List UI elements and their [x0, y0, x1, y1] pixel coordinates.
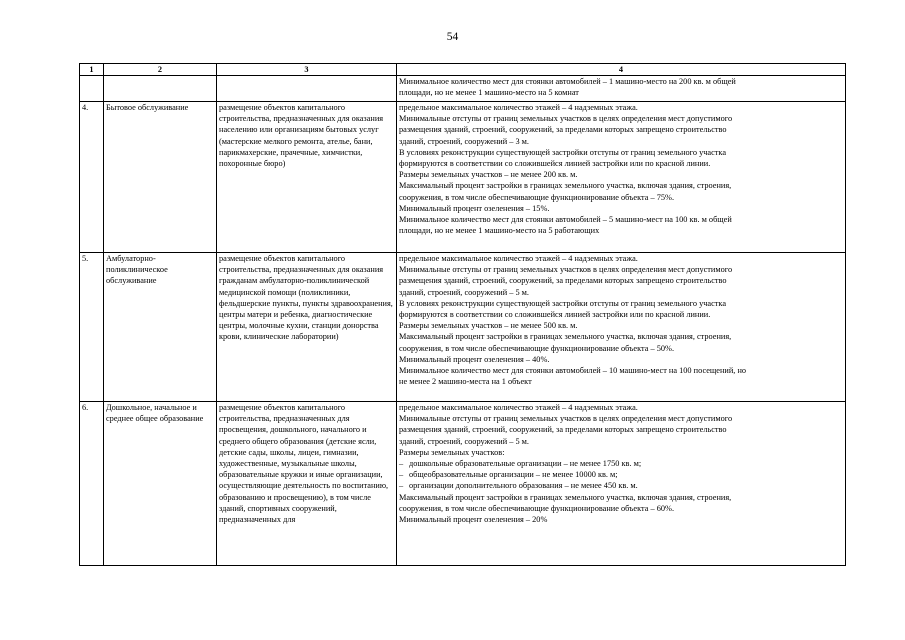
param-line: Максимальный процент застройки в границах земельного участка, включая здания, строения, [399, 492, 732, 502]
table-row [80, 402, 846, 566]
param-line: предельное максимальное количество этажей – 4 надземных этажа. [399, 254, 638, 263]
use-type-name: Амбулаторно-поликлиническое обслуживание [104, 253, 217, 402]
use-type-description: размещение объектов капитального строительства, предназначенных для оказания гражданам амбулаторно-поликлинической медицинской помощи (поликлиники, фельдшерские пункты, пункты здравоохранения, центры матери и ребенка, диагностические центры, молочные кухни, станции донорства крови, клинические лаборатории) [217, 253, 397, 402]
params-cell [397, 102, 846, 253]
param-line: В условиях реконструкции существующей застройки отступы от границ земельного участка [399, 147, 726, 157]
param-line: Минимальный процент озеленения – 40%. [399, 354, 550, 364]
param-line: В условиях реконструкции существующей застройки отступы от границ земельного участка [399, 298, 726, 308]
param-line: площади, но не менее 1 машино-место на 5 работающих [399, 226, 600, 236]
param-line: Минимальное количество мест для стоянки автомобилей – 1 машино-место на 200 кв. м общей [399, 77, 736, 86]
list-item [399, 458, 843, 469]
param-line: размещения зданий, строений, сооружений, за пределами которых запрещено строительство [399, 425, 727, 435]
params-cell [397, 253, 846, 402]
continuation-cell-2 [104, 76, 217, 102]
param-line: предельное максимальное количество этажей – 4 надземных этажа. [399, 103, 638, 112]
param-line: Минимальные отступы от границ земельных участков в целях определения мест допустимого [399, 265, 733, 275]
dash-marker: – [399, 481, 404, 491]
param-line: формируются в соответствии со сложившейся линией застройки или по красной линии. [399, 159, 711, 169]
param-line: Минимальное количество мест для стоянки автомобилей – 5 машино-мест на 100 кв. м общей [399, 215, 732, 225]
params-cell [397, 402, 846, 566]
list-item [399, 469, 843, 480]
param-line: сооружения, в том числе обеспечивающие функционирование объекта – 50%. [399, 343, 675, 353]
list-item-text: организации дополнительного образования – не менее 450 кв. м. [409, 481, 638, 491]
param-line: Размеры земельных участков – не менее 500 кв. м. [399, 321, 578, 331]
header-row [80, 64, 846, 76]
row-number: 4. [80, 102, 104, 253]
param-line: Минимальные отступы от границ земельных участков в целях определения мест допустимого [399, 114, 733, 124]
param-line: зданий, строений, сооружений – 5 м. [399, 436, 529, 446]
param-line: Размеры земельных участков: [399, 447, 505, 457]
regulations-table [79, 63, 846, 566]
dash-marker: – [399, 470, 404, 480]
continuation-cell-1 [80, 76, 104, 102]
row-number: 5. [80, 253, 104, 402]
header-col-2: 2 [104, 64, 217, 76]
header-col-3: 3 [217, 64, 397, 76]
use-type-name: Дошкольное, начальное и среднее общее образование [104, 402, 217, 566]
param-line: Минимальные отступы от границ земельных участков в целях определения мест допустимого [399, 414, 733, 424]
param-line: размещения зданий, строений, сооружений, за пределами которых запрещено строительство [399, 276, 727, 286]
param-line: Максимальный процент застройки в границах земельного участка, включая здания, строения, [399, 181, 732, 191]
param-line: формируются в соответствии со сложившейся линией застройки или по красной линии. [399, 310, 711, 320]
dash-marker: – [399, 459, 404, 469]
header-col-4: 4 [397, 64, 846, 76]
param-line: сооружения, в том числе обеспечивающие функционирование объекта – 75%. [399, 192, 675, 202]
continuation-row [80, 76, 846, 102]
param-line: Максимальный процент застройки в границах земельного участка, включая здания, строения, [399, 332, 732, 342]
use-type-name: Бытовое обслуживание [104, 102, 217, 253]
param-line: размещения зданий, строений, сооружений, за пределами которых запрещено строительство [399, 125, 727, 135]
continuation-cell-3 [217, 76, 397, 102]
page-number: 54 [446, 31, 459, 43]
table-row [80, 102, 846, 253]
param-line: площади, но не менее 1 машино-место на 5 комнат [399, 88, 579, 98]
param-line: зданий, строений, сооружений – 5 м. [399, 287, 529, 297]
list-item-text: общеобразовательные организации – не менее 10000 кв. м; [409, 470, 618, 480]
header-col-1: 1 [80, 64, 104, 76]
param-line: Минимальный процент озеленения – 20% [399, 515, 548, 525]
param-line: сооружения, в том числе обеспечивающие функционирование объекта – 60%. [399, 503, 675, 513]
param-line: Размеры земельных участков – не менее 200 кв. м. [399, 170, 578, 180]
use-type-description: размещение объектов капитального строительства, предназначенных для оказания населению или организациям бытовых услуг (мастерские мелкого ремонта, ателье, бани, парикмахерские, прачечные, химчистки, похоронные бюро) [217, 102, 397, 253]
param-line: не менее 2 машино-места на 1 объект [399, 377, 532, 387]
continuation-params-cell [397, 76, 846, 102]
list-item-text: дошкольные образовательные организации – не менее 1750 кв. м; [409, 459, 642, 469]
param-line: зданий, строений, сооружений – 3 м. [399, 136, 529, 146]
use-type-description: размещение объектов капитального строительства, предназначенных для просвещения, дошкольного, начального и среднего общего образования (детские ясли, детские сады, школы, лицеи, гимназии, художественные, музыкальные школы, образовательные кружки и иные организации, осуществляющие деятельность по воспитанию, образованию и просвещению), в том числе зданий, спортивных сооружений, предназначенных для [217, 402, 397, 566]
row-number: 6. [80, 402, 104, 566]
param-line: Минимальный процент озеленения – 15%. [399, 203, 550, 213]
param-line: предельное максимальное количество этажей – 4 надземных этажа. [399, 403, 638, 412]
param-line: Минимальное количество мест для стоянки автомобилей – 10 машино-мест на 100 посещений, но [399, 366, 747, 376]
list-item [399, 480, 843, 491]
table-row [80, 253, 846, 402]
